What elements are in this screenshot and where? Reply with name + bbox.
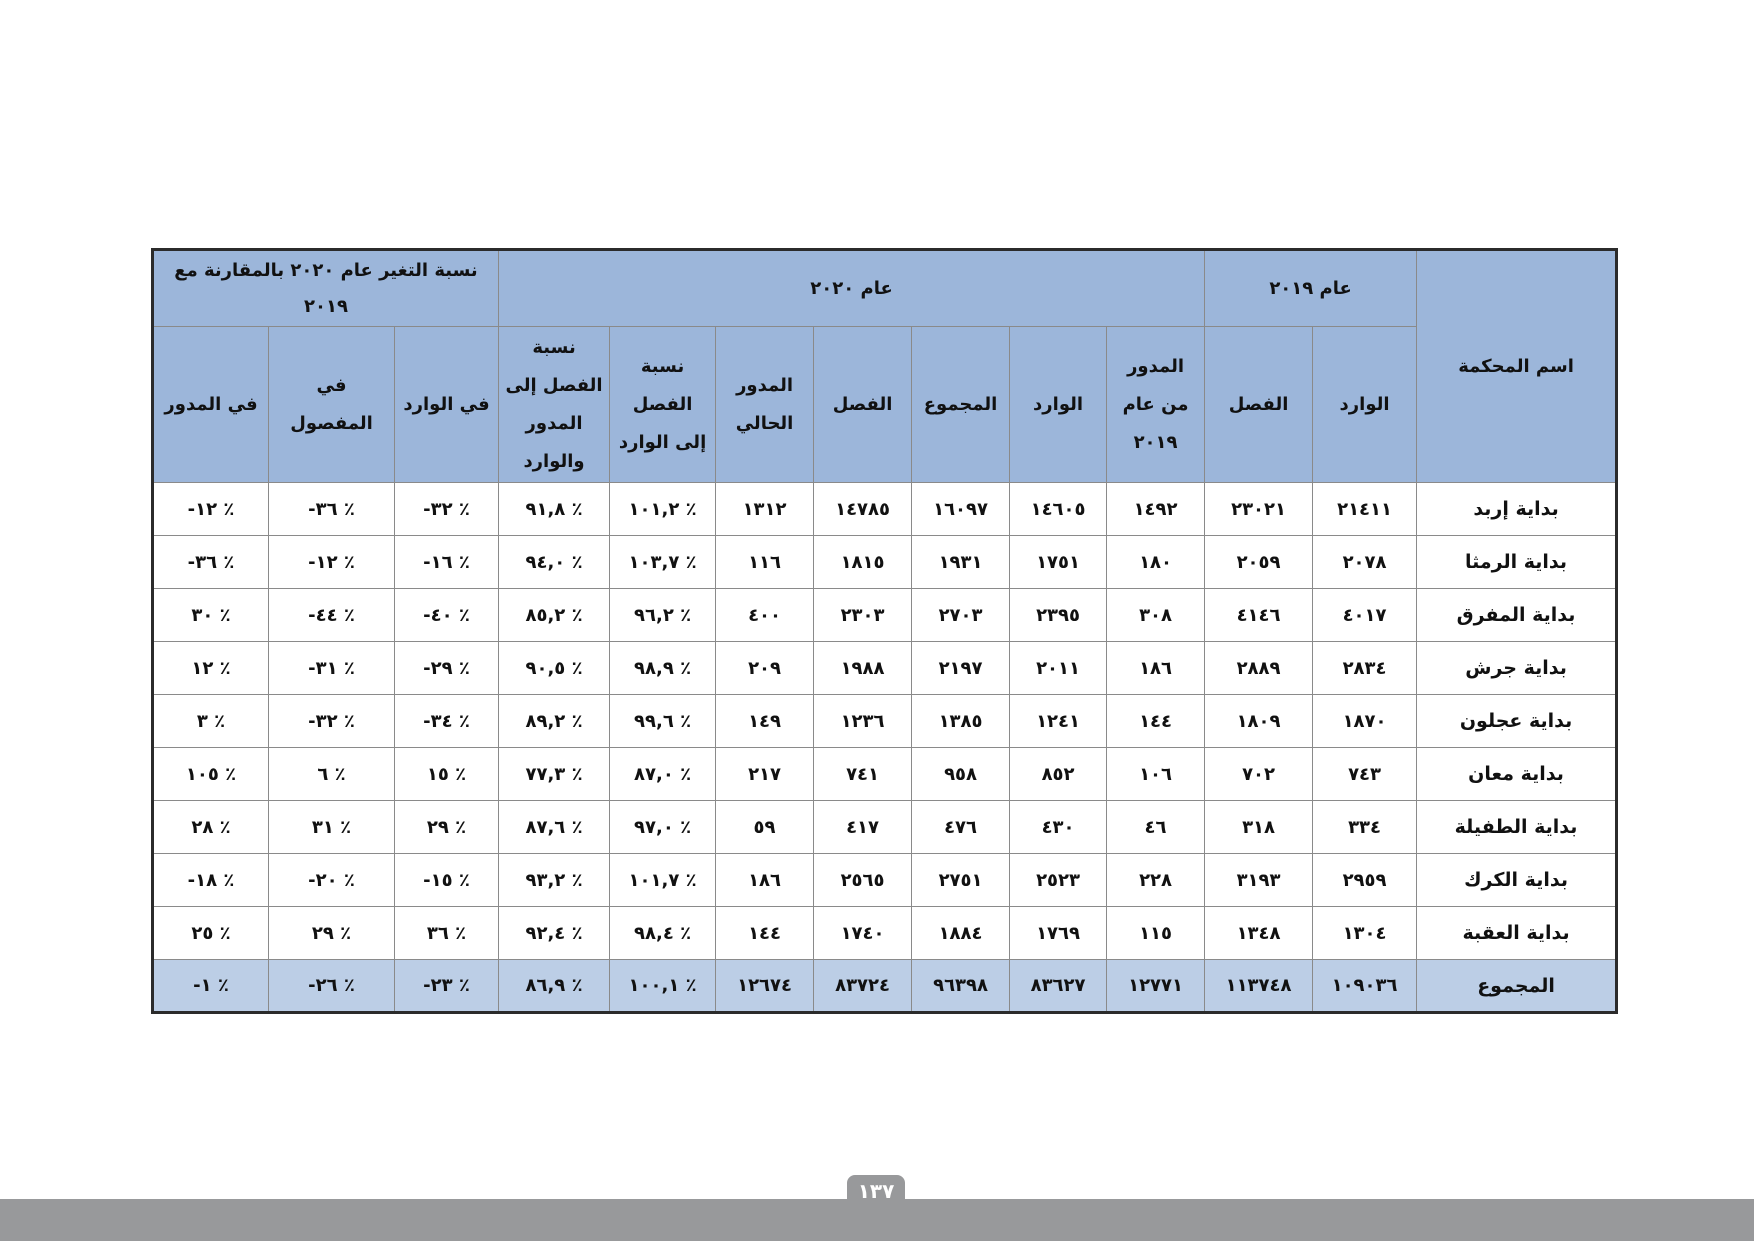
- table-cell: ٪ ٩٨,٩: [610, 642, 716, 695]
- table-cell: ٢٣٠٣: [814, 589, 912, 642]
- table-cell: ٪ ٣٢-: [395, 483, 499, 536]
- table-cell: ٪ ٨٧,٦: [499, 801, 610, 854]
- column-header: الوارد: [1313, 327, 1417, 483]
- table-row: [153, 483, 1617, 536]
- table-cell: ٢٨٣٤: [1313, 642, 1417, 695]
- table-cell: ٪ ٩٠,٥: [499, 642, 610, 695]
- table-cell: ٤٦: [1107, 801, 1205, 854]
- table-cell: ٪ ١-: [153, 960, 269, 1013]
- table-cell: ٪ ٣: [153, 695, 269, 748]
- table-cell: ٧٠٢: [1205, 748, 1313, 801]
- table-cell: ٪ ٨٥,٢: [499, 589, 610, 642]
- column-header: الفصل: [1205, 327, 1313, 483]
- total-label: المجموع: [1417, 960, 1617, 1013]
- table-cell: ٪ ٢٣-: [395, 960, 499, 1013]
- table-row: [153, 695, 1617, 748]
- court-name: بداية معان: [1417, 748, 1617, 801]
- court-statistics-table: [151, 248, 1618, 1014]
- column-header: نسبة الفصل إلى الوارد: [610, 327, 716, 483]
- table-cell: ٤١٧: [814, 801, 912, 854]
- court-statistics-table-wrap: [151, 248, 1615, 1014]
- table-cell: ٪ ٣٦: [395, 907, 499, 960]
- table-cell: ٢٩٥٩: [1313, 854, 1417, 907]
- table-header: [153, 250, 1617, 483]
- table-cell: ١١٣٧٤٨: [1205, 960, 1313, 1013]
- court-name-header: اسم المحكمة: [1417, 250, 1617, 483]
- table-cell: ٪ ١٠٣,٧: [610, 536, 716, 589]
- court-name: بداية الرمثا: [1417, 536, 1617, 589]
- table-cell: ١١٦: [716, 536, 814, 589]
- table-cell: ٢٢٨: [1107, 854, 1205, 907]
- table-cell: ٪ ١٥: [395, 748, 499, 801]
- column-header: في المفصول: [269, 327, 395, 483]
- table-cell: ١٤٧٨٥: [814, 483, 912, 536]
- table-cell: ٪ ١٠١,٢: [610, 483, 716, 536]
- table-cell: ١٧٤٠: [814, 907, 912, 960]
- table-row: [153, 854, 1617, 907]
- table-cell: ١٧٦٩: [1010, 907, 1107, 960]
- table-cell: ١٤٩: [716, 695, 814, 748]
- court-name: بداية الطفيلة: [1417, 801, 1617, 854]
- column-header: الفصل: [814, 327, 912, 483]
- table-cell: ١٢٧٧١: [1107, 960, 1205, 1013]
- year-2019-header: عام ٢٠١٩: [1205, 250, 1417, 327]
- total-row: [153, 960, 1617, 1013]
- column-header: في المدور: [153, 327, 269, 483]
- court-name: بداية العقبة: [1417, 907, 1617, 960]
- table-cell: ٪ ٣٤-: [395, 695, 499, 748]
- table-cell: ١٦٠٩٧: [912, 483, 1010, 536]
- table-row: [153, 907, 1617, 960]
- table-cell: ٢٠٧٨: [1313, 536, 1417, 589]
- table-cell: ٪ ٧٧,٣: [499, 748, 610, 801]
- table-cell: ١٢٦٧٤: [716, 960, 814, 1013]
- table-cell: ٢٧٠٣: [912, 589, 1010, 642]
- table-cell: ١٨٦: [716, 854, 814, 907]
- table-cell: ٪ ١٠٥: [153, 748, 269, 801]
- table-cell: ١٤٩٢: [1107, 483, 1205, 536]
- table-cell: ٤٠١٧: [1313, 589, 1417, 642]
- table-cell: ٢١٤١١: [1313, 483, 1417, 536]
- table-cell: ١٤٦٠٥: [1010, 483, 1107, 536]
- table-cell: ١٢٤١: [1010, 695, 1107, 748]
- table-cell: ٢٨٨٩: [1205, 642, 1313, 695]
- table-cell: ٪ ٩٤,٠: [499, 536, 610, 589]
- table-cell: ١٠٦: [1107, 748, 1205, 801]
- table-cell: ٢٥٦٥: [814, 854, 912, 907]
- table-cell: ٪ ٨٦,٩: [499, 960, 610, 1013]
- court-name: بداية جرش: [1417, 642, 1617, 695]
- header-column-row: [153, 327, 1617, 483]
- table-cell: ٪ ٣١-: [269, 642, 395, 695]
- table-cell: ٪ ٨٧,٠: [610, 748, 716, 801]
- change-rate-header: نسبة التغير عام ٢٠٢٠ بالمقارنة مع ٢٠١٩: [153, 250, 499, 327]
- table-cell: ٪ ٩٢,٤: [499, 907, 610, 960]
- table-cell: ٪ ٩٨,٤: [610, 907, 716, 960]
- table-cell: ١٨٠: [1107, 536, 1205, 589]
- table-cell: ٢٠٥٩: [1205, 536, 1313, 589]
- table-cell: ٪ ٣٢-: [269, 695, 395, 748]
- table-cell: ٪ ٢٥: [153, 907, 269, 960]
- table-cell: ٤٣٠: [1010, 801, 1107, 854]
- table-row: [153, 801, 1617, 854]
- court-name: بداية عجلون: [1417, 695, 1617, 748]
- table-cell: ٪ ٩٦,٢: [610, 589, 716, 642]
- table-cell: ٪ ٩١,٨: [499, 483, 610, 536]
- court-name: بداية الكرك: [1417, 854, 1617, 907]
- table-cell: ٣١٩٣: [1205, 854, 1313, 907]
- table-cell: ١٢٣٦: [814, 695, 912, 748]
- table-cell: ٪ ٤٤-: [269, 589, 395, 642]
- table-cell: ١٨٧٠: [1313, 695, 1417, 748]
- table-cell: ٪ ١٦-: [395, 536, 499, 589]
- table-cell: ٢١٩٧: [912, 642, 1010, 695]
- table-cell: ١٨٠٩: [1205, 695, 1313, 748]
- table-cell: ٧٤١: [814, 748, 912, 801]
- table-cell: ٤١٤٦: [1205, 589, 1313, 642]
- table-cell: ٪ ٢٠-: [269, 854, 395, 907]
- table-cell: ١٣٤٨: [1205, 907, 1313, 960]
- table-body: [153, 483, 1617, 1013]
- table-cell: ١٤٤: [716, 907, 814, 960]
- table-cell: ١٣١٢: [716, 483, 814, 536]
- table-cell: ٤٧٦: [912, 801, 1010, 854]
- table-cell: ٢٣٩٥: [1010, 589, 1107, 642]
- column-header: الوارد: [1010, 327, 1107, 483]
- table-row: [153, 589, 1617, 642]
- header-group-row: [153, 250, 1617, 327]
- table-cell: ٣٣٤: [1313, 801, 1417, 854]
- table-cell: ٪ ٣٠: [153, 589, 269, 642]
- table-cell: ٪ ١٠٠,١: [610, 960, 716, 1013]
- table-cell: ٨٣٦٢٧: [1010, 960, 1107, 1013]
- table-cell: ٪ ١٥-: [395, 854, 499, 907]
- table-cell: ٪ ٨٩,٢: [499, 695, 610, 748]
- table-cell: ٪ ٤٠-: [395, 589, 499, 642]
- table-cell: ٪ ١٢: [153, 642, 269, 695]
- table-cell: ١٠٩٠٣٦: [1313, 960, 1417, 1013]
- table-cell: ٢١٧: [716, 748, 814, 801]
- table-cell: ٢٠١١: [1010, 642, 1107, 695]
- table-cell: ١٤٤: [1107, 695, 1205, 748]
- table-cell: ٪ ١٠١,٧: [610, 854, 716, 907]
- table-cell: ٪ ٢٩: [395, 801, 499, 854]
- table-cell: ٪ ٢٨: [153, 801, 269, 854]
- column-header: المدور الحالي: [716, 327, 814, 483]
- table-cell: ١٨٦: [1107, 642, 1205, 695]
- table-cell: ١٣٠٤: [1313, 907, 1417, 960]
- table-cell: ٪ ٩٧,٠: [610, 801, 716, 854]
- table-cell: ٪ ٣١: [269, 801, 395, 854]
- table-cell: ٩٥٨: [912, 748, 1010, 801]
- table-cell: ٨٣٧٢٤: [814, 960, 912, 1013]
- table-cell: ٪ ٩٣,٢: [499, 854, 610, 907]
- column-header: نسبة الفصل إلى المدور والوارد: [499, 327, 610, 483]
- table-cell: ١٨١٥: [814, 536, 912, 589]
- table-cell: ٪ ٢٩: [269, 907, 395, 960]
- table-cell: ٢٥٢٣: [1010, 854, 1107, 907]
- table-cell: ٢٠٩: [716, 642, 814, 695]
- table-cell: ٨٥٢: [1010, 748, 1107, 801]
- column-header: المجموع: [912, 327, 1010, 483]
- column-header: المدور من عام ٢٠١٩: [1107, 327, 1205, 483]
- table-cell: ٣٠٨: [1107, 589, 1205, 642]
- table-cell: ١٣٨٥: [912, 695, 1010, 748]
- table-cell: ٪ ١٢-: [153, 483, 269, 536]
- table-cell: ٢٣٠٢١: [1205, 483, 1313, 536]
- table-cell: ٪ ١٢-: [269, 536, 395, 589]
- table-cell: ٪ ١٨-: [153, 854, 269, 907]
- table-cell: ٩٦٣٩٨: [912, 960, 1010, 1013]
- table-cell: ٪ ٣٦-: [269, 483, 395, 536]
- table-row: [153, 748, 1617, 801]
- court-name: بداية إربد: [1417, 483, 1617, 536]
- table-cell: ٧٤٣: [1313, 748, 1417, 801]
- table-row: [153, 536, 1617, 589]
- table-cell: ١٧٥١: [1010, 536, 1107, 589]
- table-cell: ٢٧٥١: [912, 854, 1010, 907]
- table-cell: ٪ ٣٦-: [153, 536, 269, 589]
- table-cell: ١٨٨٤: [912, 907, 1010, 960]
- column-header: في الوارد: [395, 327, 499, 483]
- table-cell: ٪ ٢٩-: [395, 642, 499, 695]
- table-cell: ٣١٨: [1205, 801, 1313, 854]
- table-cell: ٥٩: [716, 801, 814, 854]
- table-cell: ١١٥: [1107, 907, 1205, 960]
- table-row: [153, 642, 1617, 695]
- table-cell: ١٩٣١: [912, 536, 1010, 589]
- table-cell: ٪ ٦: [269, 748, 395, 801]
- table-cell: ٤٠٠: [716, 589, 814, 642]
- table-cell: ١٩٨٨: [814, 642, 912, 695]
- page-number: ١٣٧: [847, 1175, 905, 1207]
- table-cell: ٪ ٩٩,٦: [610, 695, 716, 748]
- table-cell: ٪ ٢٦-: [269, 960, 395, 1013]
- year-2020-header: عام ٢٠٢٠: [499, 250, 1205, 327]
- court-name: بداية المفرق: [1417, 589, 1617, 642]
